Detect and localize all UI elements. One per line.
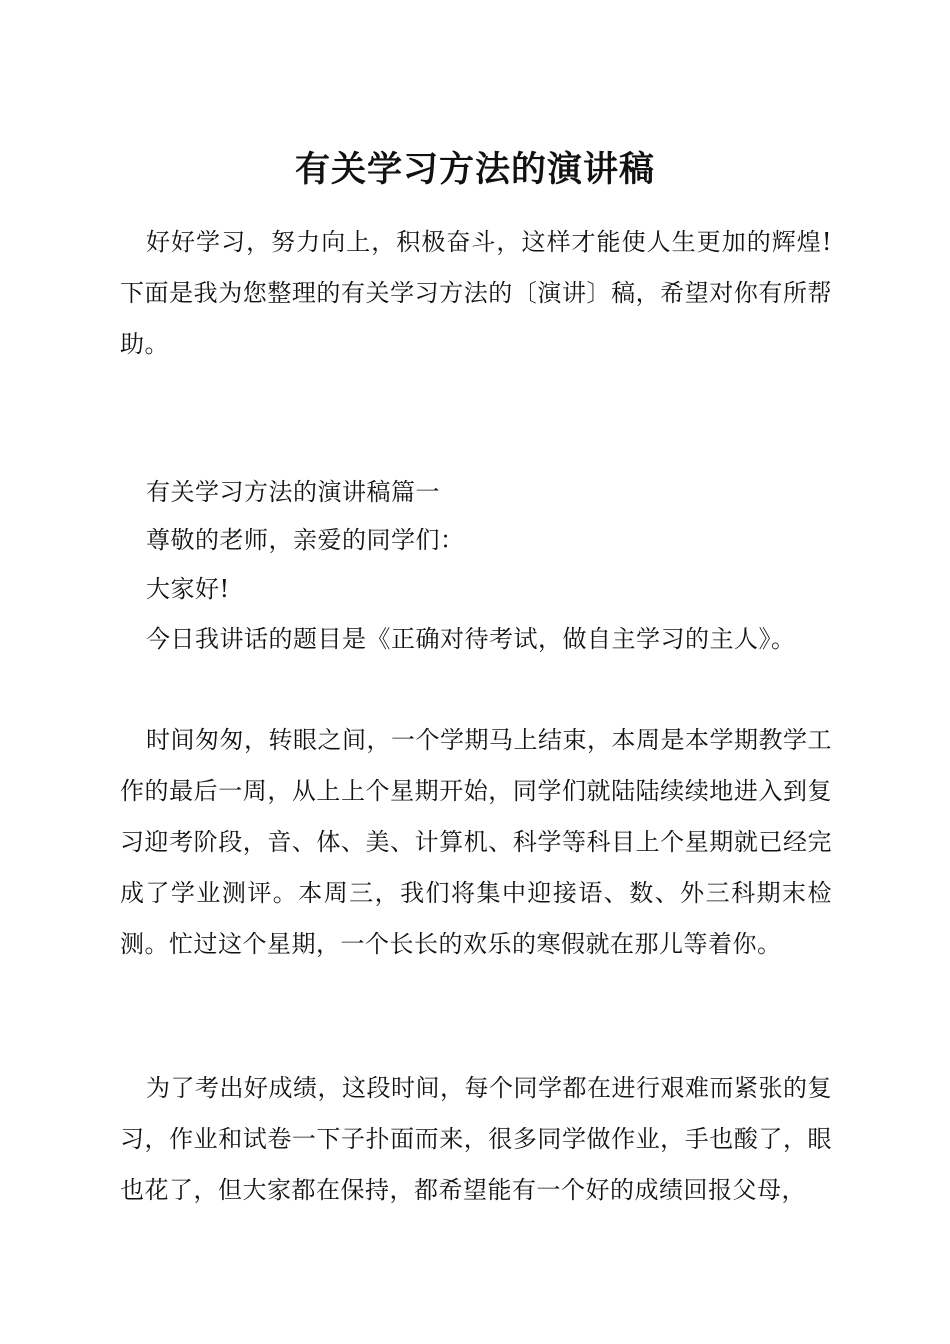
speech-topic-line: 今日我讲话的题目是《正确对待考试，做自主学习的主人》。 — [146, 625, 796, 653]
section-heading: 有关学习方法的演讲稿篇一 — [146, 478, 440, 506]
greeting-line: 大家好! — [146, 575, 230, 603]
body-paragraph: 时间匆匆，转眼之间，一个学期马上结束，本周是本学期教学工作的最后一周，从上上个星期开始，同学们就陆陆续续地进入到复习迎考阶段，音、体、美、计算机、科学等科目上个星期就已经完成了学业测评。本周三，我们将集中迎接语、数、外三科期末检测。忙过这个星期，一个长长的欢乐的寒假就在那儿等着你。 — [120, 726, 832, 958]
body-paragraph: 为了考出好成绩，这段时间，每个同学都在进行艰难而紧张的复习，作业和试卷一下子扑面而来，很多同学做作业，手也酸了，眼也花了，但大家都在保持，都希望能有一个好的成绩回报父母， — [120, 1074, 832, 1204]
document-title: 有关学习方法的演讲稿 — [294, 150, 655, 190]
intro-paragraph: 好好学习，努力向上，积极奋斗，这样才能使人生更加的辉煌!下面是我为您整理的有关学习方法的〔演讲〕稿，希望对你有所帮助。 — [120, 228, 832, 358]
salutation-line: 尊敬的老师，亲爱的同学们： — [146, 526, 465, 554]
